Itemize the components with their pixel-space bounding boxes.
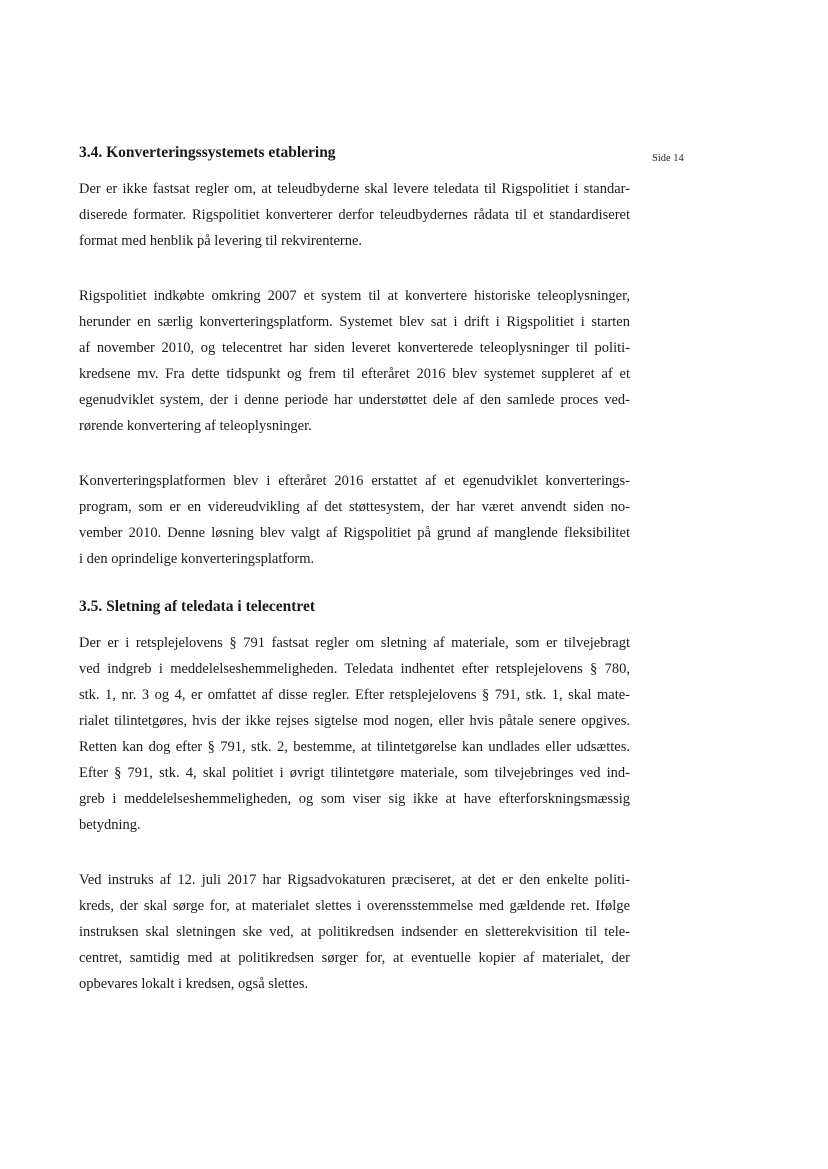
paragraph: [79, 283, 630, 439]
paragraph: [79, 867, 630, 997]
text-line: kreds, der skal sørge for, at materialet slettes i overensstemmelse med gældende ret. Ifølge: [79, 898, 630, 914]
text-line: ved indgreb i meddelelseshemmeligheden. Teledata indhentet efter retsplejelovens § 780,: [79, 661, 630, 677]
text-line: rialet tilintetgøres, hvis der ikke rejses sigtelse mod nogen, eller hvis påtale senere opgives.: [79, 713, 630, 729]
text-line: opbevares lokalt i kredsen, også slettes.: [79, 976, 309, 992]
text-line: diserede formater. Rigspolitiet konverterer derfor teleudbydernes rådata til et standardiseret: [79, 207, 630, 223]
document-body: [79, 140, 630, 997]
text-line: egenudviklet system, der i denne periode har understøttet dele af den samlede proces ved-: [79, 392, 630, 408]
section-heading-3-5: 3.5. Sletning af teledata i telecentret: [79, 598, 316, 615]
text-line: i den oprindelige konverteringsplatform.: [79, 551, 315, 567]
text-line: Ved instruks af 12. juli 2017 har Rigsadvokaturen præciseret, at det er den enkelte politi-: [79, 872, 630, 888]
text-line: Rigspolitiet indkøbte omkring 2007 et system til at konvertere historiske teleoplysninger,: [79, 288, 630, 304]
text-line: Retten kan dog efter § 791, stk. 2, bestemme, at tilintetgørelse kan undlades eller udsættes.: [79, 739, 630, 755]
text-line: greb i meddelelseshemmeligheden, og som viser sig ikke at have efterforskningsmæssig: [79, 791, 630, 807]
text-line: format med henblik på levering til rekvirenterne.: [79, 233, 363, 249]
paragraph: [79, 630, 630, 838]
text-line: instruksen skal sletningen ske ved, at politikredsen indsender en sletterekvisition til tele-: [79, 924, 630, 940]
text-line: Efter § 791, stk. 4, skal politiet i øvrigt tilintetgøre materiale, som tilvejebringes ved ind-: [79, 765, 630, 781]
text-line: centret, samtidig med at politikredsen sørger for, at eventuelle kopier af materialet, der: [79, 950, 630, 966]
text-line: herunder en særlig konverteringsplatform. Systemet blev sat i drift i Rigspolitiet i starten: [79, 314, 630, 330]
text-line: stk. 1, nr. 3 og 4, er omfattet af disse regler. Efter retsplejelovens § 791, stk. 1, skal mate-: [79, 687, 630, 703]
section-heading-3-4: 3.4. Konverteringssystemets etablering: [79, 144, 336, 161]
text-line: af november 2010, og telecentret har siden leveret konverterede teleoplysninger til politi-: [79, 340, 630, 356]
text-line: kredsene mv. Fra dette tidspunkt og frem til efteråret 2016 blev systemet suppleret af et: [79, 366, 630, 382]
text-line: rørende konvertering af teleoplysninger.: [79, 418, 312, 434]
text-line: vember 2010. Denne løsning blev valgt af Rigspolitiet på grund af manglende fleksibilitet: [79, 525, 630, 541]
text-line: program, som er en videreudvikling af det støttesystem, der har været anvendt siden no-: [79, 499, 630, 515]
text-line: betydning.: [79, 817, 141, 833]
page-number: Side 14: [652, 153, 684, 164]
paragraph: [79, 468, 630, 572]
text-line: Der er i retsplejelovens § 791 fastsat regler om sletning af materiale, som er tilvejebragt: [79, 635, 630, 651]
text-line: Der er ikke fastsat regler om, at teleudbyderne skal levere teledata til Rigspolitiet i standar-: [79, 181, 630, 197]
text-line: Konverteringsplatformen blev i efteråret 2016 erstattet af et egenudviklet konverterings-: [79, 473, 630, 489]
paragraph: [79, 176, 630, 254]
